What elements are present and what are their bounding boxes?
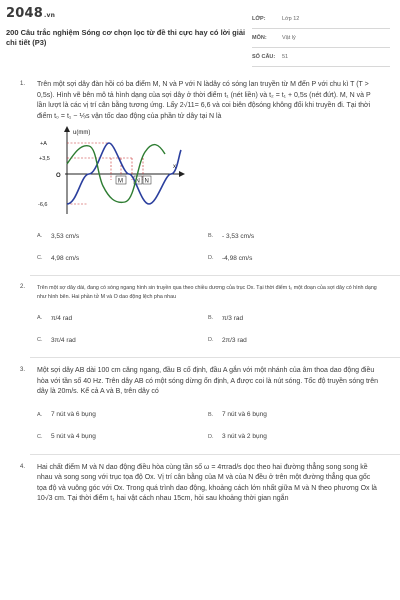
option-d[interactable]: D. 3 nút và 2 bụng	[208, 433, 267, 440]
y-tick-label: +A	[40, 141, 47, 147]
meta-class: LỚP: Lớp 12	[252, 10, 390, 29]
question-text: Trên một sợi dây đàn hồi có ba điểm M, N và P với N làdây có sóng lan truyền từ M đến P với chu kì T (T > 0,5s). Hình vẽ bên mô tả hình dạng của sợi dây ở thời điểm t₁ (nét liền) và t₂ = t₁ + 0,5s (nét đứt). M, N và P lần lượt là các vị trí cân bằng tương ứng. Lấy 2√11= 6,6 và coi biên độsóng không đổi khi truyền đi. Tại thời điểm t₀ = t₁ − ⅑s vận tốc dao động của phần tử dây tại N là	[37, 81, 371, 120]
x-axis-label: x	[173, 164, 176, 170]
wave-graph	[37, 124, 400, 221]
y-axis-arrow	[64, 126, 70, 132]
question-divider	[30, 454, 400, 455]
meta-subject: MÔN: Vật lý	[252, 29, 390, 48]
question-3	[0, 366, 400, 448]
option-c[interactable]: C. 4,98 cm/s	[37, 254, 80, 262]
question-divider	[30, 357, 400, 358]
question-text: Trên một sợ dây dài, đang có sóng ngang hình sin truyền qua theo chiều dương của trục Ox. Tại thời điểm t₀ một đoạn của sợi dây có hình dạng như hình bên. Hai phần tử M và O dao động lệch pha nhau	[37, 285, 377, 300]
question-number: 2.	[20, 284, 26, 290]
question-divider	[30, 275, 400, 276]
point-n-label: N	[135, 178, 140, 185]
question-text: Một sợi dây AB dài 100 cm căng ngang, đầu B cố định, đầu A gắn với một nhánh của âm thoa dao động điều hòa với tần số 40 Hz. Trên dây AB có một sóng dừng ổn định, A được coi là nút sóng. Tốc độ truyền sóng trên dây là 20m/s. Kể cả A và B, trên dây có	[37, 367, 379, 395]
question-number: 1.	[20, 81, 26, 87]
question-4	[0, 463, 400, 505]
option-b[interactable]: B. 7 nút và 6 bụng	[208, 411, 267, 418]
option-b[interactable]: B. π/3 rad	[208, 314, 244, 322]
meta-question-count: SỐ CÂU: 51	[252, 48, 390, 67]
y-tick-label: +3,5	[39, 156, 50, 162]
option-a[interactable]: A. π/4 rad	[37, 314, 73, 322]
question-number: 4.	[20, 463, 26, 470]
option-d[interactable]: D. -4,98 cm/s	[208, 254, 253, 262]
site-logo[interactable]: 2048.vn	[6, 6, 56, 21]
answer-options	[37, 404, 379, 448]
option-c[interactable]: C. 5 nút và 4 bụng	[37, 433, 96, 440]
answer-options	[37, 225, 379, 269]
answer-options	[37, 307, 379, 351]
point-m-label: M	[118, 178, 123, 185]
option-d[interactable]: D. 2π/3 rad	[208, 336, 247, 344]
x-axis-arrow	[179, 171, 185, 177]
question-1	[0, 80, 400, 269]
page-header	[0, 0, 400, 62]
y-unit-label: u(mm)	[73, 130, 91, 136]
question-number: 3.	[20, 367, 26, 373]
origin-label: O	[56, 173, 61, 179]
question-text: Hai chất điểm M và N dao động điều hòa cùng tần số ω = 4πrad/s dọc theo hai đường thẳng song song kề nhau và song song với trục tọa độ Ox. Vị trí cân bằng của M và của N đều ở trên một đường thẳng qua gốc tọa độ và vuông góc với Ox. Trong quá trình dao động, khoảng cách lớn nhất giữa M và N theo phương Ox là 10√3 cm. Tại thời điểm t₁ hai vật cách nhau 15cm, hỏi sau khoảng thời gian ngắn	[37, 463, 377, 502]
option-c[interactable]: C. 3π/4 rad	[37, 336, 76, 344]
option-a[interactable]: A. 3,53 cm/s	[37, 232, 80, 240]
question-2	[0, 284, 400, 351]
point-n2-label: N	[144, 178, 149, 185]
question-list	[0, 68, 400, 505]
document-meta	[252, 10, 390, 67]
option-a[interactable]: A. 7 nút và 6 bụng	[37, 411, 96, 418]
option-b[interactable]: B. - 3,53 cm/s	[208, 232, 255, 240]
document-title: 200 Câu trắc nghiệm Sóng cơ chọn lọc từ đề thi cực hay có lời giải chi tiết (P3)	[6, 28, 246, 47]
wave-graph-svg	[37, 124, 187, 216]
y-tick-label: -6,6	[38, 202, 48, 208]
